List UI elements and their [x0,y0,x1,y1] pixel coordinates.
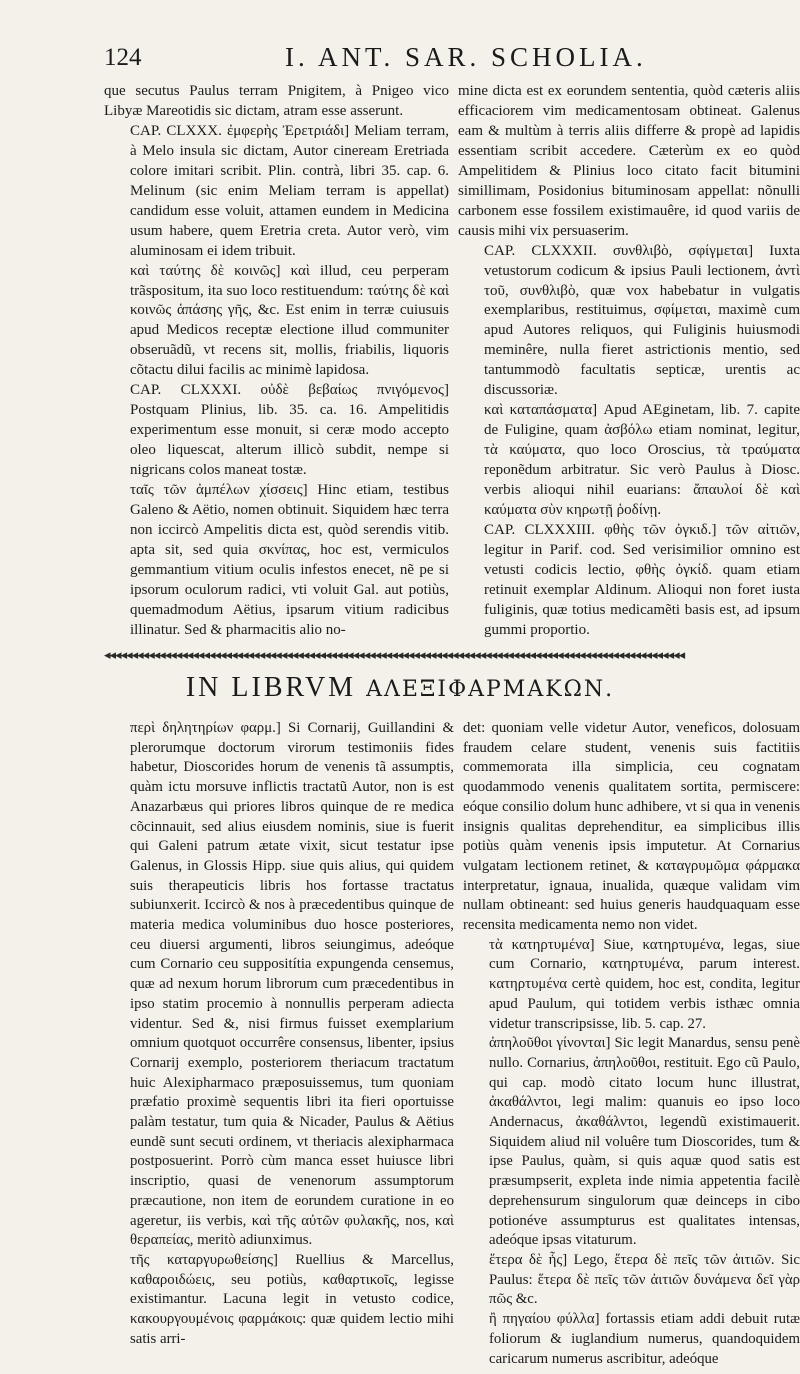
column-bottom-left [104,719,454,1350]
paragraph: τῆς καταργυρωθείσης] Ruellius & Marcellus, καθαροιδώεις, seu potiùs, καθαρτικοῖς, legisse existimantur. Lacuna legit in vetusto codice, κακουργουμένοις φαρμάκοις: quæ quidem lectio mihi satis arri- [130,1251,454,1347]
paragraph: καὶ ταύτης δὲ κοινῶς] καὶ illud, ceu perperam trãspositum, ita suo loco restituendum: ταύτης δὲ καὶ κοινῶς ἁπάσης γῆς, &c. Est enim in terræ cuiusuis apud Medicos receptæ electione illud communiter obseruãdũ, vt recens sit, mollis, friabilis, liquoris cõtactu dilui facilis ac minimè lapidosa. [130,262,449,379]
section-title-greek: ΑΛΕΞΙΦΑΡΜΑΚΩΝ. [366,677,615,702]
paragraph: CAP. CLXXXII. συνθλιβὸ, σφίγμεται] Iuxta vetustorum codicum & ipsius Pauli lectionem, ἀντὶ τοῦ, συνθλιβὸ, quæ vox habebatur in vulgatis exemplaribus, restituimus, σφίμεται, maximè cum apud Autores reliquos, qui Fuliginis huiusmodi meminêre, nulla fieret astrictionis mentio, sed tantummodò facultatis septicæ, urentis ac discussoriæ. [484,242,800,399]
paragraph: ἢ πηγαίου φύλλα] fortassis etiam addi debuit rutæ foliorum & iuglandium numerus, quandoquidem caricarum numerus ascribitur, adeóque [489,1311,800,1367]
paragraph: mine dicta est ex eorundem sententia, quòd cæteris aliis efficaciorem vim medicamentosam obtineat. Galenus eam & multùm à terris aliis differre & propè ad lapidis essentiam scribit accedere. Cæterùm ex eo quòd Ampelitidem & Plinius loco citato facit bitumini simillimam, Posidonius bituminosam appellat: nõnulli carbonem esse fossilem existimauêre, id quod variis de causis mihi vix persuaserim. [458,83,800,239]
paragraph: τὰ κατηρτυμένα] Siue, κατηρτυμένα, legas, siue cum Cornario, κατηρτυμένα, parum interest. κατηρτυμένα certè quidem, hoc est, condita, legitur apud Paulum, qui totidem verbis isthæc omnia videtur transcripsisse, lib. 5. cap. 27. [489,936,800,1032]
paragraph: ἀπηλοῦθοι γίνονται] Sic legit Manardus, sensu penè nullo. Cornarius, ἀπηλοῦθοι, restituit. Ego cũ Paulo, qui cap. modò citato locum hunc illustrat, ἀκαθάλντοι, legi malim: quanuis eo ipso loco Andernacus, ἀκαθάλντοι, legendũ existimauerit. Siquidem aliud nil voluêre tum Dioscorides, tum & ipse Paulus, quàm, si quis aquæ quod satis est præsumpserit, expleta inde nimia appetentia facilè deprehensurum singulorum quæ deinceps in cibo potionéve assumpturus est qualitates intensas, adeóque ipsas vitaturum. [489,1035,800,1249]
section-title-latin: IN LIBRVM [185,672,357,703]
paragraph: περὶ δηλητηρίων φαρμ.] Si Cornarij, Guillandini & plerorumque doctorum virorum testimoniis fides habetur, Dioscorides horum de venenis tã assumptis, quàm ictu morsuve inflictis tractatũ Autor, non is est Anazarbæus qui priores libros quinque de re medica cõcinnauit, sed alius eiusdem nominis, siue is fuerit qui Galeni patrum ætate vixit, sicut testatur ipse Galenus, in Glossis Hipp. siue quis alius, qui quidem suis therapeuticis libris hos fortasse tractatus subiunxerit. Iccircò & nos à præcedentibus quinque de materia medica voluminibus duo hosce posteriores, ceu diuersi argumenti, libros seiungimus, adeóque cum Cornario ceu suppositítia expungenda censemus, quæ ad nexum horum librorum cum præcedentibus in ipso statim procemio à nonnullis perperam adiecta videntur. Sed &, nisi firmus fuisset exemplarium omnium quotquot occurrêre consensus, libenter, ipsius Cornarij exemplo, posteriorem theriacum tractatum huic Alexipharmaco præposuissemus, tum quoniam præfatio proximè sequentis libri ita fieri oportuisse palàm testatur, tum quia & Nicader, Paulus & Aëtius eundẽ sunt secuti ordinem, vt theriacis alexipharmaca postposuerint. Porrò cùm manca esset huiusce libri inscriptio, quasi de venenorum assumptorum præcautione, non item de eorundem curatione in eo ageretur, iis verbis, καὶ τῆς αὐτῶν φυλακῆς, nos, καὶ θεραπείας, meritò adiunximus. [130,720,454,1249]
paragraph: det: quoniam velle videtur Autor, veneficos, dolosuam fraudem celare student, venenis suis factitiis commemorata illa simplicia, ceu cognatam quodammodo venenis qualitatem sortita, permiscere: eóque consilio dolum hunc adhibere, vt si qua in venenis insignis qualitas deprehenditur, ea simplicibus illis potiùs quàm venenis ipsis imputetur. At Cornarius vulgatam lectionem retinet, & καταγρυμῶμα φάρμακα interpretatur, ignaua, inualida, quæque validam vim nullam obtineant: sed huius generis haudquaquam esse recensita medicamenta nemo non videt. [463,720,800,934]
paragraph: CAP. CLXXXIII. φθὴς τῶν ὀγκιδ.] τῶν αἰτιῶν, legitur in Parif. cod. Sed verisimilior omnino est vetusti codicis lectio, φθὴς ὀγκίδ. quam etiam retinuit exemplar Aldinum. Alioqui non foret iusta fuliginis, quæ totius medicamẽti basis est, ad ipsum gummi proportio. [484,521,800,638]
running-title: I. ANT. SAR. SCHOLIA. [285,42,647,72]
column-bottom-right [463,719,800,1369]
ornament-rule: ◂◂◂◂◂◂◂◂◂◂◂◂◂◂◂◂◂◂◂◂◂◂◂◂◂◂◂◂◂◂◂◂◂◂◂◂◂◂◂◂◂◂◂◂◂◂◂◂◂◂◂◂◂◂◂◂◂◂◂◂◂◂◂◂◂◂◂◂◂◂◂◂◂◂◂◂◂◂◂◂◂◂◂◂◂◂◂◂◂◂◂◂◂◂◂◂◂◂◂◂◂◂◂◂◂ [104,647,685,662]
page-number: 124 [104,44,142,71]
paragraph: καὶ καταπάσματα] Apud AEginetam, lib. 7. capite de Fuligine, quam ἀσβόλω etiam nominat, legitur, τὰ καύματα, quo loco Oroscius, τὰ τραύματα reponẽdum arbitratur. Sic verò Paulus à Diosc. verbis alioqui nihil euarians: ἄπαυλοί δὲ καὶ καύματα σὺν κηρωτῇ ῥοδίνῃ. [484,402,800,519]
section-title [0,672,800,704]
column-top-left [104,82,449,641]
paragraph: que secutus Paulus terram Pnigitem, à Pnigeo vico Libyæ Mareotidis sic dictam, atram esse asserunt. [104,83,449,119]
paragraph: CAP. CLXXXI. οὐδὲ βεβαίως πνιγόμενος] Postquam Plinius, lib. 35. ca. 16. Ampelitidis experimentum esse monuit, si ceræ modo accepto oleo liquescat, alterum illicò subdit, nempe si nigricans colos maneat tostæ. [130,382,449,479]
paragraph: ἕτερα δὲ ἧς] Lego, ἕτερα δὲ πεῖς τῶν ἀιτιῶν. Sic Paulus: ἕτερα δὲ πεῖς τῶν ἀιτιῶν δυνάμενα δεῖ γὰρ πῶς &c. [489,1251,800,1308]
column-top-right [458,82,800,641]
page-header [0,36,800,76]
paragraph: CAP. CLXXX. ἐμφερὴς Ἐρετριάδι] Meliam terram, à Melo insula sic dictam, Autor cineream Eretriada colore imitari scribit. Plin. contrà, libri 35. cap. 6. Melinum (sic enim Meliam terram is appellat) candidum esse voluit, attamen eundem in Medicina usum habere, quem Eretria creta. Autor verò, vim aluminosam ei idem tribuit. [130,122,449,259]
paragraph: ταῖς τῶν ἀμπέλων χίσσεις] Hinc etiam, testibus Galeno & Aëtio, nomen obtinuit. Siquidem hæc terra non iccircò Ampelitis dicta est, quòd serendis vitib. apta sit, sed quia σκνίπας, hoc est, vermiculos gemmantium vitium oculis infestos enecet, nẽ pe si ipsorum oculorum radici, vti voluit Gal. aut potiùs, quemadmodum Aëtius, ipsarum vitium radicibus illinatur. Sed & pharmacitis alio no- [130,482,449,638]
